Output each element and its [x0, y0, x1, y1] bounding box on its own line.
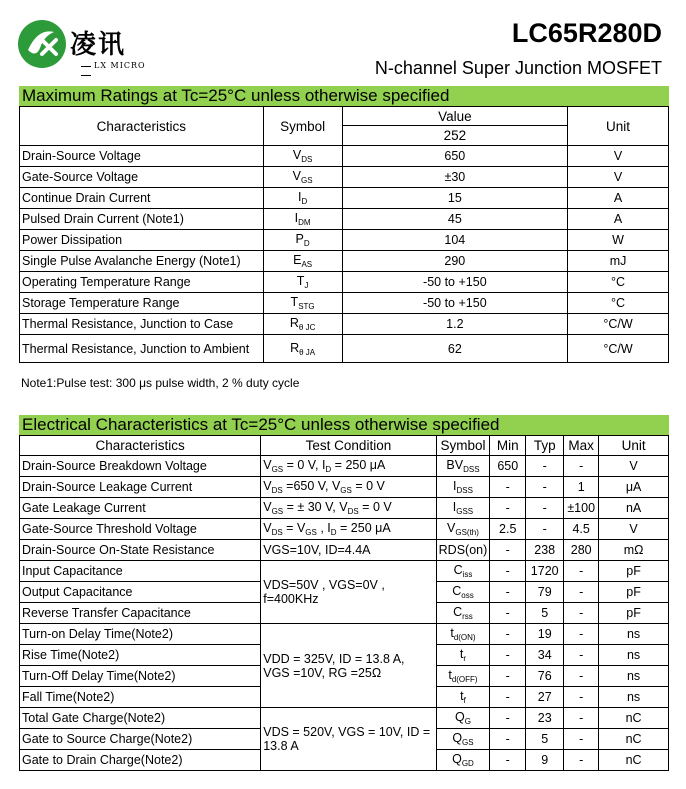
value-cell: 15	[342, 188, 568, 209]
symbol-cell: $V_{GS(th)}$	[436, 519, 490, 540]
typ-cell: 1720	[526, 561, 564, 582]
unit-cell: ns	[599, 666, 669, 687]
symbol-cell: $T_{STG}$	[263, 293, 342, 314]
unit-cell: μA	[599, 477, 669, 498]
characteristic-cell: Thermal Resistance, Junction to Ambient	[20, 335, 264, 363]
characteristic-cell: Drain-Source Leakage Current	[20, 477, 261, 498]
table-row	[20, 251, 669, 272]
col-header-characteristics: Characteristics	[20, 107, 264, 146]
characteristic-cell: Gate-Source Voltage	[20, 167, 264, 188]
max-cell: -	[564, 456, 599, 477]
unit-cell: ns	[599, 687, 669, 708]
characteristic-cell: Drain-Source Breakdown Voltage	[20, 456, 261, 477]
symbol-cell: $V_{DS}$	[263, 146, 342, 167]
max-cell: -	[564, 582, 599, 603]
part-number: LC65R280D	[511, 18, 662, 48]
footnote: Note1:Pulse test: 300 μs pulse width, 2 % duty cycle	[21, 376, 300, 390]
table-row	[20, 561, 669, 582]
symbol-cell: $C_{oss}$	[436, 582, 490, 603]
max-ratings-title: Maximum Ratings at Tc=25°C unless otherwise specified	[19, 86, 669, 106]
characteristic-cell: Operating Temperature Range	[20, 272, 264, 293]
unit-cell: nC	[599, 708, 669, 729]
col-header-min: Min	[490, 436, 526, 456]
value-cell: -50 to +150	[342, 272, 568, 293]
value-cell: 290	[342, 251, 568, 272]
characteristic-cell: Total Gate Charge(Note2)	[20, 708, 261, 729]
company-logo	[18, 18, 148, 78]
unit-cell: mJ	[568, 251, 669, 272]
unit-cell: nC	[599, 750, 669, 771]
symbol-cell: $T_J$	[263, 272, 342, 293]
max-cell: 4.5	[564, 519, 599, 540]
symbol-cell: $BV_{DSS}$	[436, 456, 490, 477]
unit-cell: V	[568, 146, 669, 167]
characteristic-cell: Pulsed Drain Current (Note1)	[20, 209, 264, 230]
max-cell: -	[564, 708, 599, 729]
table-row	[20, 167, 669, 188]
characteristic-cell: Input Capacitance	[20, 561, 261, 582]
characteristic-cell: Fall Time(Note2)	[20, 687, 261, 708]
col-header-characteristics: Characteristics	[20, 436, 261, 456]
max-cell: -	[564, 645, 599, 666]
typ-cell: 19	[526, 624, 564, 645]
characteristic-cell: Power Dissipation	[20, 230, 264, 251]
min-cell: -	[490, 645, 526, 666]
unit-cell: pF	[599, 582, 669, 603]
unit-cell: °C	[568, 272, 669, 293]
table-row	[20, 624, 669, 645]
value-cell: 104	[342, 230, 568, 251]
unit-cell: V	[568, 167, 669, 188]
test-condition-cell: VGS=10V, ID=4.4A	[261, 540, 436, 561]
max-cell: 280	[564, 540, 599, 561]
unit-cell: ns	[599, 645, 669, 666]
symbol-cell: $I_D$	[263, 188, 342, 209]
typ-cell: -	[526, 519, 564, 540]
symbol-cell: $I_{GSS}$	[436, 498, 490, 519]
unit-cell: V	[599, 519, 669, 540]
symbol-cell: $R_{\theta JC}$	[263, 314, 342, 335]
max-cell: -	[564, 603, 599, 624]
max-cell: -	[564, 624, 599, 645]
min-cell: -	[490, 687, 526, 708]
col-header-symbol: Symbol	[436, 436, 490, 456]
value-cell: 1.2	[342, 314, 568, 335]
max-cell: -	[564, 750, 599, 771]
col-header-symbol: Symbol	[263, 107, 342, 146]
typ-cell: 5	[526, 603, 564, 624]
min-cell: -	[490, 477, 526, 498]
col-header-max: Max	[564, 436, 599, 456]
typ-cell: -	[526, 477, 564, 498]
characteristic-cell: Gate Leakage Current	[20, 498, 261, 519]
symbol-cell: $t_{d(OFF)}$	[436, 666, 490, 687]
characteristic-cell: Thermal Resistance, Junction to Case	[20, 314, 264, 335]
min-cell: -	[490, 750, 526, 771]
unit-cell: °C/W	[568, 335, 669, 363]
symbol-cell: $C_{rss}$	[436, 603, 490, 624]
min-cell: -	[490, 666, 526, 687]
table-row	[20, 477, 669, 498]
min-cell: -	[490, 498, 526, 519]
table-row	[20, 708, 669, 729]
device-subtitle: N-channel Super Junction MOSFET	[374, 58, 662, 78]
characteristic-cell: Gate-Source Threshold Voltage	[20, 519, 261, 540]
table-row	[20, 314, 669, 335]
unit-cell: A	[568, 209, 669, 230]
min-cell: -	[490, 561, 526, 582]
logo-chinese-name: 凌讯	[70, 30, 127, 60]
characteristic-cell: Single Pulse Avalanche Energy (Note1)	[20, 251, 264, 272]
value-cell: 650	[342, 146, 568, 167]
typ-cell: 23	[526, 708, 564, 729]
unit-cell: V	[599, 456, 669, 477]
min-cell: -	[490, 729, 526, 750]
value-cell: -50 to +150	[342, 293, 568, 314]
logo-emblem-icon	[18, 20, 66, 68]
value-cell: ±30	[342, 167, 568, 188]
test-condition-cell: VDD = 325V, ID = 13.8 A, VGS =10V, RG =25Ω	[261, 624, 436, 708]
test-condition-cell: $V_{DS} = V_{GS}$ , $I_D = 250$ μA	[261, 519, 436, 540]
unit-cell: mΩ	[599, 540, 669, 561]
symbol-cell: RDS(on)	[436, 540, 490, 561]
typ-cell: 238	[526, 540, 564, 561]
col-header-value: Value	[342, 107, 568, 126]
max-cell: -	[564, 687, 599, 708]
symbol-cell: $Q_{GS}$	[436, 729, 490, 750]
min-cell: 650	[490, 456, 526, 477]
symbol-cell: $Q_{GD}$	[436, 750, 490, 771]
characteristic-cell: Reverse Transfer Capacitance	[20, 603, 261, 624]
max-cell: ±100	[564, 498, 599, 519]
characteristic-cell: Continue Drain Current	[20, 188, 264, 209]
min-cell: -	[490, 582, 526, 603]
symbol-cell: $I_{DSS}$	[436, 477, 490, 498]
symbol-cell: $t_r$	[436, 645, 490, 666]
table-row	[20, 230, 669, 251]
max-cell: 1	[564, 477, 599, 498]
typ-cell: 5	[526, 729, 564, 750]
characteristic-cell: Drain-Source On-State Resistance	[20, 540, 261, 561]
symbol-cell: $t_f$	[436, 687, 490, 708]
symbol-cell: $C_{iss}$	[436, 561, 490, 582]
table-row	[20, 335, 669, 363]
typ-cell: 9	[526, 750, 564, 771]
test-condition-cell: $V_{GS}$ = ± 30 V, $V_{DS} = 0$ V	[261, 498, 436, 519]
max-cell: -	[564, 666, 599, 687]
electrical-table	[19, 435, 669, 771]
table-row	[20, 456, 669, 477]
characteristic-cell: Storage Temperature Range	[20, 293, 264, 314]
table-row	[20, 272, 669, 293]
symbol-cell: $R_{\theta JA}$	[263, 335, 342, 363]
table-row	[20, 498, 669, 519]
typ-cell: 76	[526, 666, 564, 687]
typ-cell: 34	[526, 645, 564, 666]
symbol-cell: $E_{AS}$	[263, 251, 342, 272]
unit-cell: nC	[599, 729, 669, 750]
logo-subtext: LX MICRO	[78, 61, 148, 79]
unit-cell: °C	[568, 293, 669, 314]
table-row	[20, 540, 669, 561]
unit-cell: °C/W	[568, 314, 669, 335]
min-cell: -	[490, 708, 526, 729]
unit-cell: nA	[599, 498, 669, 519]
characteristic-cell: Turn-on Delay Time(Note2)	[20, 624, 261, 645]
characteristic-cell: Gate to Drain Charge(Note2)	[20, 750, 261, 771]
test-condition-cell: $V_{GS} = 0$ V, $I_D = 250$ μA	[261, 456, 436, 477]
symbol-cell: $I_{DM}$	[263, 209, 342, 230]
table-row	[20, 146, 669, 167]
max-ratings-table	[19, 106, 669, 363]
typ-cell: -	[526, 456, 564, 477]
unit-cell: pF	[599, 603, 669, 624]
typ-cell: 27	[526, 687, 564, 708]
max-cell: -	[564, 729, 599, 750]
table-row	[20, 188, 669, 209]
unit-cell: A	[568, 188, 669, 209]
unit-cell: pF	[599, 561, 669, 582]
table-row	[20, 293, 669, 314]
symbol-cell: $V_{GS}$	[263, 167, 342, 188]
min-cell: -	[490, 603, 526, 624]
max-cell: -	[564, 561, 599, 582]
characteristic-cell: Rise Time(Note2)	[20, 645, 261, 666]
symbol-cell: $P_D$	[263, 230, 342, 251]
characteristic-cell: Gate to Source Charge(Note2)	[20, 729, 261, 750]
unit-cell: ns	[599, 624, 669, 645]
characteristic-cell: Turn-Off Delay Time(Note2)	[20, 666, 261, 687]
unit-cell: W	[568, 230, 669, 251]
col-header-value-sub: 252	[342, 126, 568, 146]
col-header-test-condition: Test Condition	[261, 436, 436, 456]
col-header-typ: Typ	[526, 436, 564, 456]
value-cell: 62	[342, 335, 568, 363]
symbol-cell: $Q_G$	[436, 708, 490, 729]
value-cell: 45	[342, 209, 568, 230]
typ-cell: -	[526, 498, 564, 519]
col-header-unit: Unit	[599, 436, 669, 456]
characteristic-cell: Output Capacitance	[20, 582, 261, 603]
typ-cell: 79	[526, 582, 564, 603]
characteristic-cell: Drain-Source Voltage	[20, 146, 264, 167]
table-row	[20, 519, 669, 540]
test-condition-cell: $V_{DS} =650$ V, $V_{GS} = 0$ V	[261, 477, 436, 498]
test-condition-cell: VDS = 520V, VGS = 10V, ID = 13.8 A	[261, 708, 436, 771]
min-cell: 2.5	[490, 519, 526, 540]
electrical-title: Electrical Characteristics at Tc=25°C unless otherwise specified	[19, 415, 669, 435]
col-header-unit: Unit	[568, 107, 669, 146]
table-row	[20, 209, 669, 230]
test-condition-cell: VDS=50V , VGS=0V , f=400KHz	[261, 561, 436, 624]
min-cell: -	[490, 624, 526, 645]
symbol-cell: $t_{d(ON)}$	[436, 624, 490, 645]
min-cell: -	[490, 540, 526, 561]
